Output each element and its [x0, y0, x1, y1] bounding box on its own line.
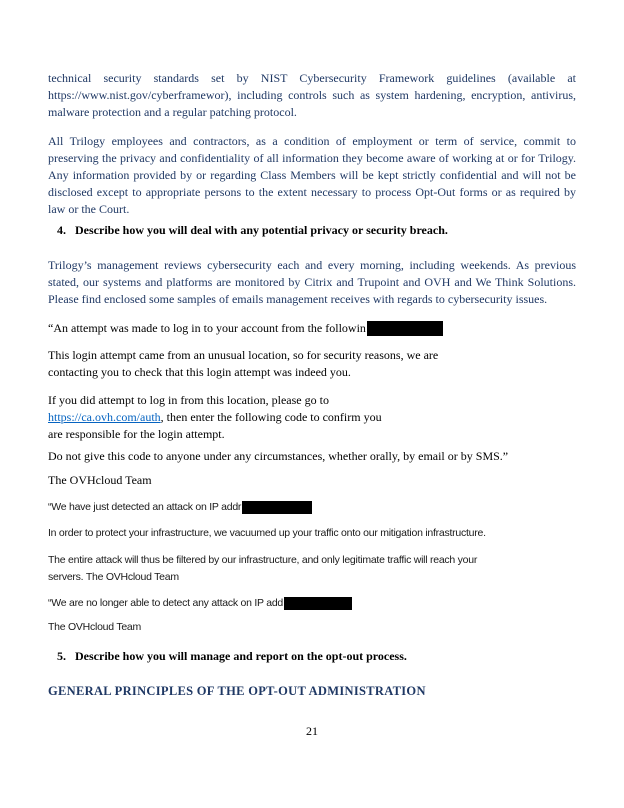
- quote-login-attempt-line: [48, 320, 576, 337]
- redaction-box: [367, 321, 443, 336]
- quote-login-attempt-text: “An attempt was made to log in to your account from the followin: [48, 321, 366, 335]
- quote-no-attack-text: “We are no longer able to detect any attack on IP add: [48, 597, 284, 609]
- redaction-box: [284, 597, 352, 610]
- quote-no-attack-line: [48, 595, 576, 612]
- text-line: servers. The OVHcloud Team: [48, 571, 179, 583]
- paragraph-unusual-location: [48, 347, 576, 381]
- text-line: contacting you to check that this login attempt was indeed you.: [48, 365, 351, 379]
- quote-attack-detected-line: [48, 499, 576, 516]
- paragraph-attack-filtered: [48, 552, 576, 586]
- quote-attack-detected-text: “We have just detected an attack on IP addr: [48, 501, 242, 513]
- signature-ovhcloud-team-2: The OVHcloud Team: [48, 621, 142, 633]
- redaction-box: [242, 501, 312, 514]
- paragraph-nist-standards: technical security standards set by NIST Cybersecurity Framework guidelines (available at https://www.nist.gov/cyberframewor), including controls such as system hardening, encryption, antivirus, malware protection and a regular patching protocol.: [48, 71, 576, 119]
- item-5-number: 5.: [57, 649, 66, 663]
- numbered-item-4: [48, 222, 576, 239]
- item-4-number: 4.: [57, 223, 66, 237]
- signature-ovhcloud-team-1: The OVHcloud Team: [48, 473, 152, 487]
- paragraph-if-attempt: [48, 392, 576, 443]
- text-line: This login attempt came from an unusual location, so for security reasons, we are: [48, 348, 439, 362]
- text-line: If you did attempt to log in from this location, please go to: [48, 393, 329, 407]
- text-line: are responsible for the login attempt.: [48, 427, 225, 441]
- text-line: [48, 409, 576, 426]
- numbered-item-5: [48, 648, 576, 665]
- item-4-text: Describe how you will deal with any potential privacy or security breach.: [75, 223, 448, 237]
- paragraph-management-reviews: Trilogy’s management reviews cybersecurity each and every morning, including weekends. As previous stated, our systems and platforms are monitored by Citrix and Trupoint and OVH and We Think Solutions. Please find enclosed some samples of emails management receives with regards to cybersecurity issues.: [48, 258, 576, 306]
- item-5-text: Describe how you will manage and report on the opt-out process.: [75, 649, 407, 663]
- page-number: 21: [306, 724, 318, 738]
- paragraph-protect-infrastructure: In order to protect your infrastructure, we vacuumed up your traffic onto our mitigation infrastructure.: [48, 527, 486, 539]
- section-heading-opt-out-administration: GENERAL PRINCIPLES OF THE OPT-OUT ADMINISTRATION: [48, 684, 426, 698]
- ovh-auth-link[interactable]: https://ca.ovh.com/auth: [48, 410, 161, 424]
- paragraph-trilogy-employees: All Trilogy employees and contractors, as a condition of employment or term of service, commit to preserving the privacy and confidentiality of all information they become aware of working at or for Trilogy. Any information provided by or regarding Class Members will be kept strictly confidential and will not be disclosed except to appropriate persons to the extent necessary to process Opt-Out forms or as required by law or the Court.: [48, 134, 576, 216]
- text-after-link: , then enter the following code to confirm you: [160, 410, 382, 424]
- text-line: The entire attack will thus be filtered by our infrastructure, and only legitimate traffic will reach your: [48, 554, 478, 566]
- paragraph-do-not-give-code: Do not give this code to anyone under any circumstances, whether orally, by email or by SMS.”: [48, 449, 509, 463]
